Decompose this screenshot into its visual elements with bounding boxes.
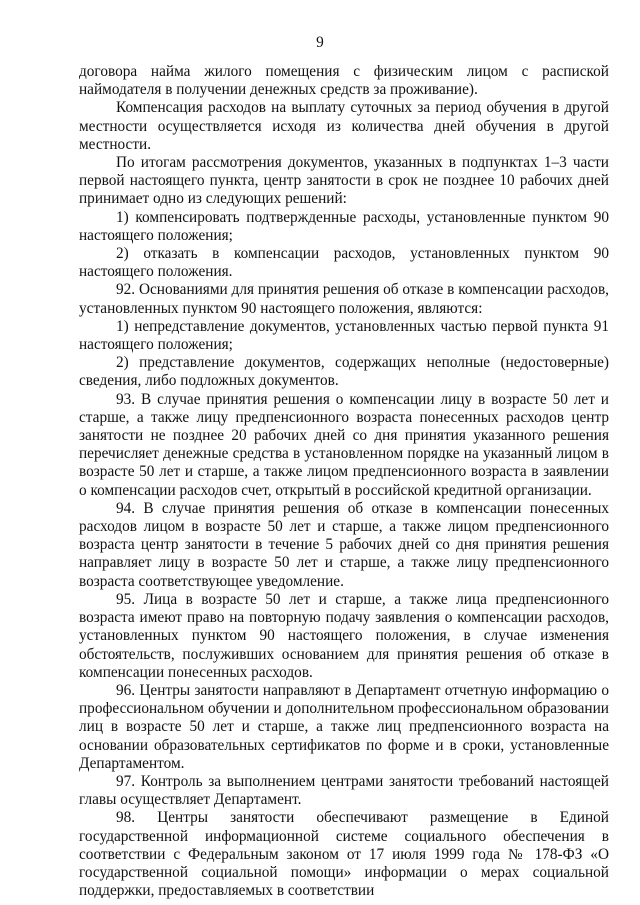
list-item-incomplete-documents: 2) представление документов, содержащих неполные (недостоверные) сведения, либо подложных документов. <box>79 354 609 390</box>
list-item-compensate: 1) компенсировать подтвержденные расходы, установленные пунктом 90 настоящего положения; <box>79 208 609 244</box>
paragraph-97: 97. Контроль за выполнением центрами занятости требований настоящей главы осуществляет Департамент. <box>79 772 609 809</box>
list-item-non-submission: 1) непредставление документов, установленных частью первой пункта 91 настоящего положения; <box>79 317 609 354</box>
paragraph-continuation: договора найма жилого помещения с физическим лицом с распиской наймодателя в получении денежных средств за проживание). <box>79 63 609 99</box>
page-number: 9 <box>316 34 324 51</box>
paragraph-review-results: По итогам рассмотрения документов, указанных в подпунктах 1–3 части первой настоящего пункта, центр занятости в срок не позднее 10 рабочих дней принимает одно из следующих решений: <box>79 154 609 208</box>
document-body <box>79 63 609 900</box>
paragraph-daily-allowance: Компенсация расходов на выплату суточных за период обучения в другой местности осуществляется исходя из количества дней обучения в другой местности. <box>79 99 609 153</box>
paragraph-98: 98. Центры занятости обеспечивают размещение в Единой государственной информационной системе социального обеспечения в соответствии с Федеральным законом от 17 июля 1999 года № 178-ФЗ «О государственной социальной помощи» информации о мерах социальной поддержки, предоставляемых в соответствии <box>79 809 609 900</box>
paragraph-94: 94. В случае принятия решения об отказе в компенсации понесенных расходов лицом в возрасте 50 лет и старше, а также лицом предпенсионного возраста центр занятости в течение 5 рабочих дней со дня принятия решения направляет лицу в возрасте 50 лет и старше, а также лицу предпенсионного возраста соответствующее уведомление. <box>79 499 609 590</box>
paragraph-95: 95. Лица в возрасте 50 лет и старше, а также лица предпенсионного возраста имеют право на повторную подачу заявления о компенсации расходов, установленных пунктом 90 настоящего положения, в случае изменения обстоятельств, послуживших основанием для принятия решения об отказе в компенсации понесенных расходов. <box>79 590 609 681</box>
paragraph-96: 96. Центры занятости направляют в Департамент отчетную информацию о профессиональном обучении и дополнительном профессиональном образовании лиц в возрасте 50 лет и старше, а также лиц предпенсионного возраста на основании образовательных сертификатов по форме и в сроки, установленные Департаментом. <box>79 681 609 772</box>
list-item-refuse: 2) отказать в компенсации расходов, установленных пунктом 90 настоящего положения. <box>79 245 609 281</box>
paragraph-92: 92. Основаниями для принятия решения об отказе в компенсации расходов, установленных пунктом 90 настоящего положения, являются: <box>79 281 609 317</box>
paragraph-93: 93. В случае принятия решения о компенсации лицу в возрасте 50 лет и старше, а также лицу предпенсионного возраста понесенных расходов центр занятости не позднее 20 рабочих дней со дня принятия указанного решения перечисляет денежные средства в установленном порядке на указанный лицом в возрасте 50 лет и старше, а также лицом предпенсионного возраста в заявлении о компенсации расходов счет, открытый в российской кредитной организации. <box>79 390 609 499</box>
